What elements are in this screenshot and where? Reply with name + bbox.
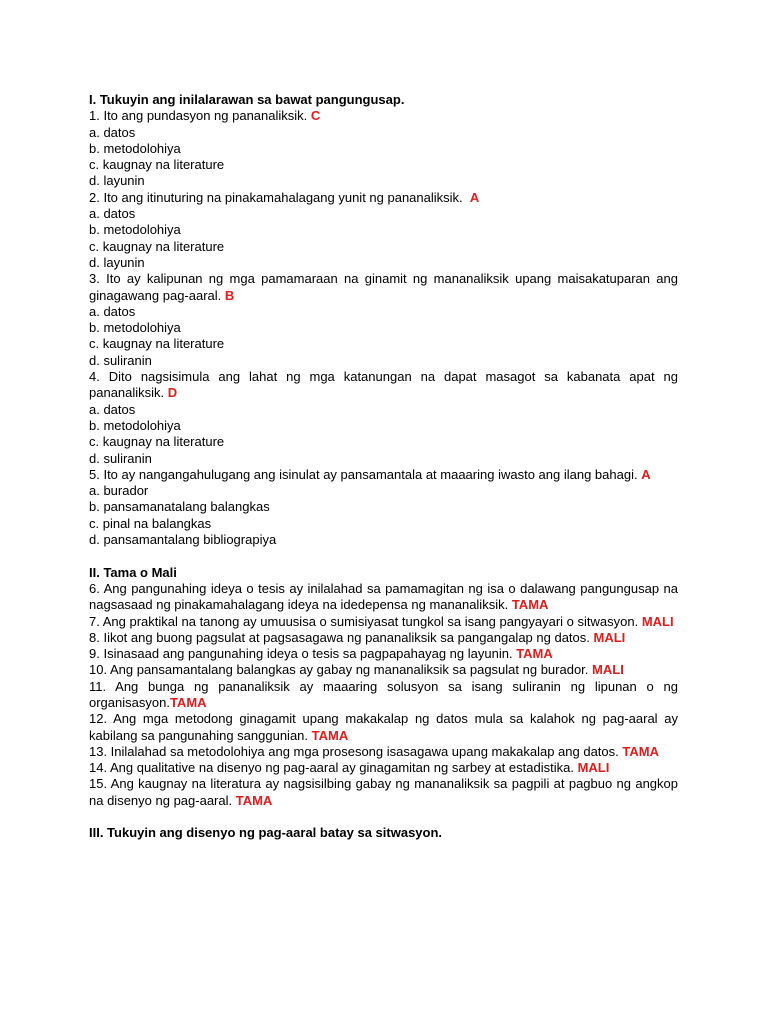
question-4 [89, 369, 678, 402]
statement-9 [89, 646, 678, 662]
answer-key: TAMA [311, 727, 349, 743]
section-1-heading: I. Tukuyin ang inilalarawan sa bawat pangungusap. [89, 92, 405, 107]
choice-a: a. datos [89, 303, 136, 319]
choice-a: a. datos [89, 124, 136, 140]
section-spacer [89, 548, 678, 564]
answer-key: B [224, 287, 235, 303]
quiz-document [89, 92, 678, 842]
statement-text: 11. Ang bunga ng pananaliksik ay maaaring solusyon sa isang suliranin ng lipunan o ng organisasyon. [89, 678, 678, 710]
answer-key: MALI [577, 760, 610, 776]
statement-text: 8. Iikot ang buong pagsulat at pagsasagawa ng pananaliksik sa pangangalap ng datos. [89, 629, 590, 645]
statement-8 [89, 630, 678, 646]
choice-d: d. suliranin [89, 352, 152, 368]
choice-d: d. layunin [89, 254, 145, 270]
choice-d: d. suliranin [89, 450, 152, 466]
choice-d: d. pansamantalang bibliograpiya [89, 532, 277, 548]
statement-15 [89, 776, 678, 809]
statement-6 [89, 581, 678, 614]
statement-text: 14. Ang qualitative na disenyo ng pag-aaral ay ginagamitan ng sarbey at estadistika. [89, 760, 574, 776]
choice-b: b. metodolohiya [89, 320, 181, 336]
statement-text: 15. Ang kaugnay na literatura ay nagsisilbing gabay ng mananaliksik sa pagpili at pagbuo ng angkop na disenyo ng pag-aaral. [89, 776, 678, 808]
choice-c: c. kaugnay na literature [89, 238, 225, 254]
choice-c: c. kaugnay na literature [89, 157, 225, 173]
question-text: 1. Ito ang pundasyon ng pananaliksik. [89, 108, 308, 124]
statement-13 [89, 744, 678, 760]
answer-key: A [641, 466, 651, 482]
statement-14 [89, 760, 678, 776]
section-2-heading: II. Tama o Mali [89, 564, 177, 580]
statement-text: 6. Ang pangunahing ideya o tesis ay inilalahad sa pamamagitan ng isa o dalawang pangungusap na nagsasaad ng pinakamahalagang ideya na idedepensa ng mananaliksik. [89, 580, 678, 613]
question-2 [89, 190, 678, 206]
choice-c: c. pinal na balangkas [89, 515, 212, 531]
statement-text: 12. Ang mga metodong ginagamit upang makakalap ng datos mula sa kalahok ng pag-aaral ay kabilang sa pangunahing sanggunian. [89, 711, 678, 743]
question-1 [89, 108, 678, 124]
choice-a: a. burador [89, 483, 149, 499]
section-spacer [89, 809, 678, 825]
statement-text: 13. Inilalahad sa metodolohiya ang mga prosesong isasagawa upang makakalap ang datos. [89, 743, 619, 759]
answer-key: C [310, 108, 321, 124]
statement-text: 9. Isinasaad ang pangunahing ideya o tesis sa pagpapahayag ng layunin. [89, 646, 513, 662]
statement-10 [89, 662, 678, 678]
section-3-heading: III. Tukuyin ang disenyo ng pag-aaral batay sa sitwasyon. [89, 825, 443, 841]
choice-c: c. kaugnay na literature [89, 434, 225, 450]
answer-key: D [167, 385, 178, 401]
answer-key: MALI [593, 629, 626, 645]
answer-key: MALI [592, 662, 624, 678]
statement-text: 7. Ang praktikal na tanong ay umuusisa o sumisiyasat tungkol sa isang pangyayari o sitwasyon. [89, 613, 639, 629]
choice-c: c. kaugnay na literature [89, 336, 225, 352]
choice-b: b. metodolohiya [89, 222, 181, 238]
question-3 [89, 271, 678, 304]
answer-key: TAMA [516, 646, 553, 662]
choice-a: a. datos [89, 206, 136, 222]
answer-key: TAMA [235, 792, 273, 808]
question-5 [89, 467, 678, 483]
choice-a: a. datos [89, 401, 136, 417]
choice-b: b. metodolohiya [89, 417, 181, 433]
statement-7 [89, 614, 678, 630]
choice-b: b. pansamanatalang balangkas [89, 499, 270, 515]
choice-b: b. metodolohiya [89, 140, 181, 156]
answer-key: TAMA [169, 694, 207, 710]
statement-text: 10. Ang pansamantalang balangkas ay gabay ng mananaliksik sa pagsulat ng burador. [89, 662, 589, 678]
question-text: 3. Ito ay kalipunan ng mga pamamaraan na ginamit ng mananaliksik upang maisakatuparan ang ginagawang pag-aaral. [89, 271, 678, 303]
statement-12 [89, 711, 678, 744]
question-text: 5. Ito ay nangangahulugang ang isinulat ay pansamantala at maaaring iwasto ang ilang bahagi. [89, 466, 638, 482]
choice-d: d. layunin [89, 173, 145, 189]
answer-key: MALI [641, 613, 674, 629]
answer-key: TAMA [622, 743, 659, 759]
answer-key: A [469, 189, 480, 205]
question-text: 4. Dito nagsisimula ang lahat ng mga katanungan na dapat masagot sa kabanata apat ng pananaliksik. [89, 369, 678, 401]
question-text: 2. Ito ang itinuturing na pinakamahalagang yunit ng pananaliksik. [89, 189, 463, 205]
statement-11 [89, 679, 678, 712]
answer-key: TAMA [511, 597, 549, 613]
